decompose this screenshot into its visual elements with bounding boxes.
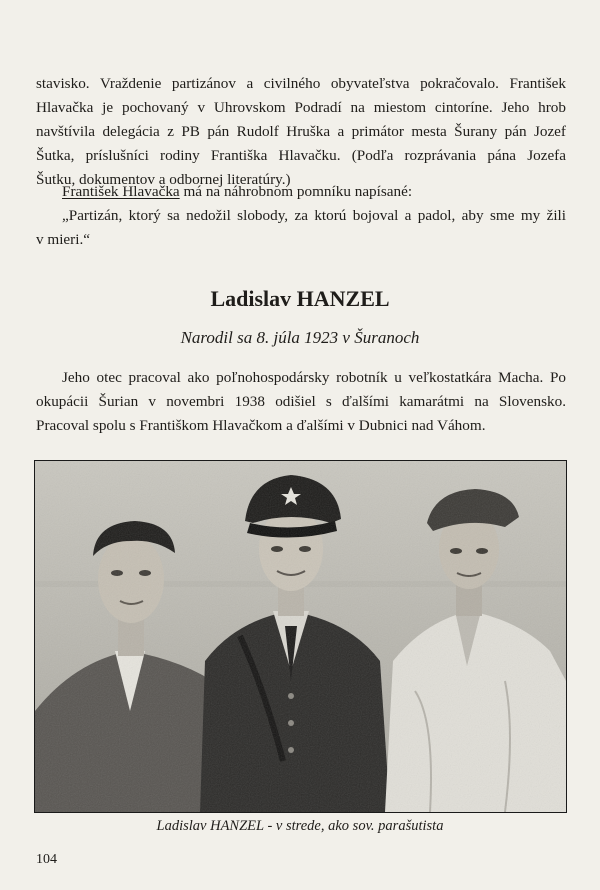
section-heading: Ladislav HANZEL (210, 286, 390, 311)
page-number: 104 (36, 852, 57, 867)
text-line: Šutku, dokumentov a odbornej literatúry.) (36, 171, 291, 188)
underlined-name: František Hlavačka (62, 183, 180, 200)
paragraph-hlavacka-burial (36, 72, 566, 192)
epitaph-quote-line: „Partizán, ktorý sa nedožil slobody, za ktorú bojoval a padol, aby sme my žili (62, 207, 566, 224)
paragraph-hanzel-bio (36, 366, 566, 438)
text-line: okupácii Šurian v novembri 1938 odišiel s ďalšími kamarátmi na Slovensko. (36, 393, 566, 410)
text-fragment: má na náhrobnom pomníku napísané: (179, 183, 413, 200)
text-line: Hlavačka je pochovaný v Uhrovskom Podradí na miestom cintoríne. Jeho hrob (36, 99, 566, 116)
photo-caption: Ladislav HANZEL - v strede, ako sov. parašutista (156, 818, 444, 834)
three-men-photo-illustration (35, 461, 566, 812)
text-line: Šutka, príslušníci rodiny Františka Hlavačku. (Podľa rozprávania pána Jozefa (36, 147, 566, 164)
text-line: Pracoval spolu s Františkom Hlavačkom a ďalšími v Dubnici nad Váhom. (36, 417, 486, 434)
text-line: navštívila delegácia z PB pán Rudolf Hruška a primátor mesta Šurany pán Jozef (36, 123, 566, 140)
paragraph-epitaph (36, 180, 566, 252)
text-line: Jeho otec pracoval ako poľnohospodársky robotník u veľkostatkára Macha. Po (62, 369, 566, 386)
section-subheading: Narodil sa 8. júla 1923 v Šuranoch (180, 328, 420, 347)
text-line (36, 180, 566, 204)
epitaph-quote-line: v mieri.“ (36, 231, 90, 248)
portrait-photo (34, 460, 567, 813)
text-line: stavisko. Vraždenie partizánov a civilného obyvateľstva pokračovalo. František (36, 75, 566, 92)
